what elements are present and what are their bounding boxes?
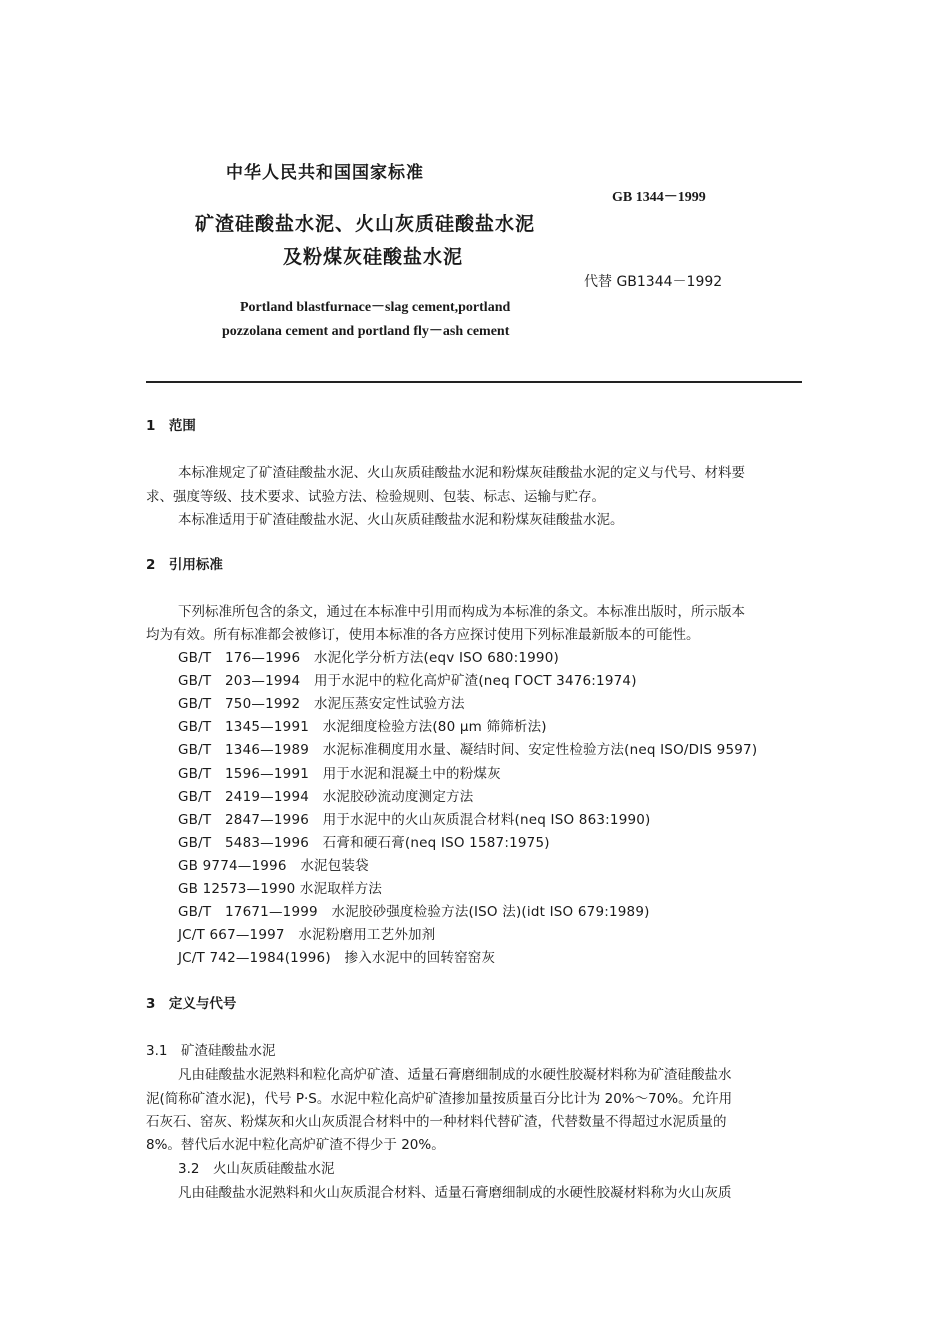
- document-title-line1: 矿渣硅酸盐水泥、火山灰质硅酸盐水泥: [195, 213, 536, 235]
- section-1-paragraph-line: 本标准规定了矿渣硅酸盐水泥、火山灰质硅酸盐水泥和粉煤灰硅酸盐水泥的定义与代号、材料要: [178, 465, 745, 481]
- reference-item: GB/T 5483—1996 石膏和硬石膏(neq ISO 1587:1975): [178, 835, 550, 851]
- section-1-paragraph: 本标准适用于矿渣硅酸盐水泥、火山灰质硅酸盐水泥和粉煤灰硅酸盐水泥。: [178, 512, 624, 528]
- reference-item: GB/T 2847—1996 用于水泥中的火山灰质混合材料(neq ISO 863:1990): [178, 812, 651, 828]
- reference-item: GB/T 176—1996 水泥化学分析方法(eqv ISO 680:1990): [178, 650, 559, 666]
- reference-item: GB/T 17671—1999 水泥胶砂强度检验方法(ISO 法)(idt ISO 679:1989): [178, 904, 650, 920]
- section-3-heading: 3 定义与代号: [146, 996, 237, 1012]
- reference-item: GB/T 750—1992 水泥压蒸安定性试验方法: [178, 696, 465, 712]
- reference-item: GB/T 203—1994 用于水泥中的粒化高炉矿渣(neq ГОСТ 3476:1974): [178, 673, 637, 689]
- header-divider: [146, 381, 802, 383]
- replaces-standard: 代替 GB1344－1992: [584, 274, 723, 290]
- subsection-3-1-line: 凡由硅酸盐水泥熟料和粒化高炉矿渣、适量石膏磨细制成的水硬性胶凝材料称为矿渣硅酸盐水: [178, 1067, 732, 1083]
- reference-item: JC/T 667—1997 水泥粉磨用工艺外加剂: [178, 927, 436, 943]
- reference-item: GB/T 1346—1989 水泥标准稠度用水量、凝结时间、安定性检验方法(neq ISO/DIS 9597): [178, 742, 758, 758]
- section-2-heading: 2 引用标准: [146, 557, 223, 573]
- reference-item: GB/T 2419—1994 水泥胶砂流动度测定方法: [178, 789, 474, 805]
- section-2-intro-line: 均为有效。所有标准都会被修订，使用本标准的各方应探讨使用下列标准最新版本的可能性。: [146, 627, 700, 643]
- standard-number: GB 1344－1999: [612, 190, 706, 205]
- subsection-3-1-heading: 3.1 矿渣硅酸盐水泥: [146, 1043, 276, 1059]
- subsection-3-1-line: 泥(简称矿渣水泥)，代号 P·S。水泥中粒化高炉矿渣掺加量按质量百分比计为 20%～70%。允许用: [146, 1091, 733, 1107]
- subsection-3-1-line: 石灰石、窑灰、粉煤灰和火山灰质混合材料中的一种材料代替矿渣，代替数量不得超过水泥质量的: [146, 1114, 727, 1130]
- section-2-intro-line: 下列标准所包含的条文，通过在本标准中引用而构成为本标准的条文。本标准出版时，所示版本: [178, 604, 745, 620]
- country-standard-label: 中华人民共和国国家标准: [226, 163, 424, 183]
- section-1-heading: 1 范围: [146, 418, 196, 434]
- reference-item: GB 9774—1996 水泥包装袋: [178, 858, 369, 874]
- subsection-3-1-line: 8%。替代后水泥中粒化高炉矿渣不得少于 20%。: [146, 1137, 445, 1153]
- subsection-3-2-line: 凡由硅酸盐水泥熟料和火山灰质混合材料、适量石膏磨细制成的水硬性胶凝材料称为火山灰质: [178, 1185, 732, 1201]
- reference-item: JC/T 742—1984(1996) 掺入水泥中的回转窑窑灰: [178, 950, 496, 966]
- document-title-line2: 及粉煤灰硅酸盐水泥: [283, 246, 464, 268]
- reference-item: GB/T 1345—1991 水泥细度检验方法(80 μm 筛筛析法): [178, 719, 547, 735]
- subsection-3-2-heading: 3.2 火山灰质硅酸盐水泥: [178, 1161, 335, 1177]
- english-title-line2: pozzolana cement and portland fly－ash cement: [222, 324, 510, 339]
- reference-item: GB/T 1596—1991 用于水泥和混凝土中的粉煤灰: [178, 766, 501, 782]
- reference-item: GB 12573—1990 水泥取样方法: [178, 881, 383, 897]
- section-1-paragraph-line: 求、强度等级、技术要求、试验方法、检验规则、包装、标志、运输与贮存。: [146, 489, 605, 505]
- english-title-line1: Portland blastfurnace－slag cement,portland: [240, 300, 511, 315]
